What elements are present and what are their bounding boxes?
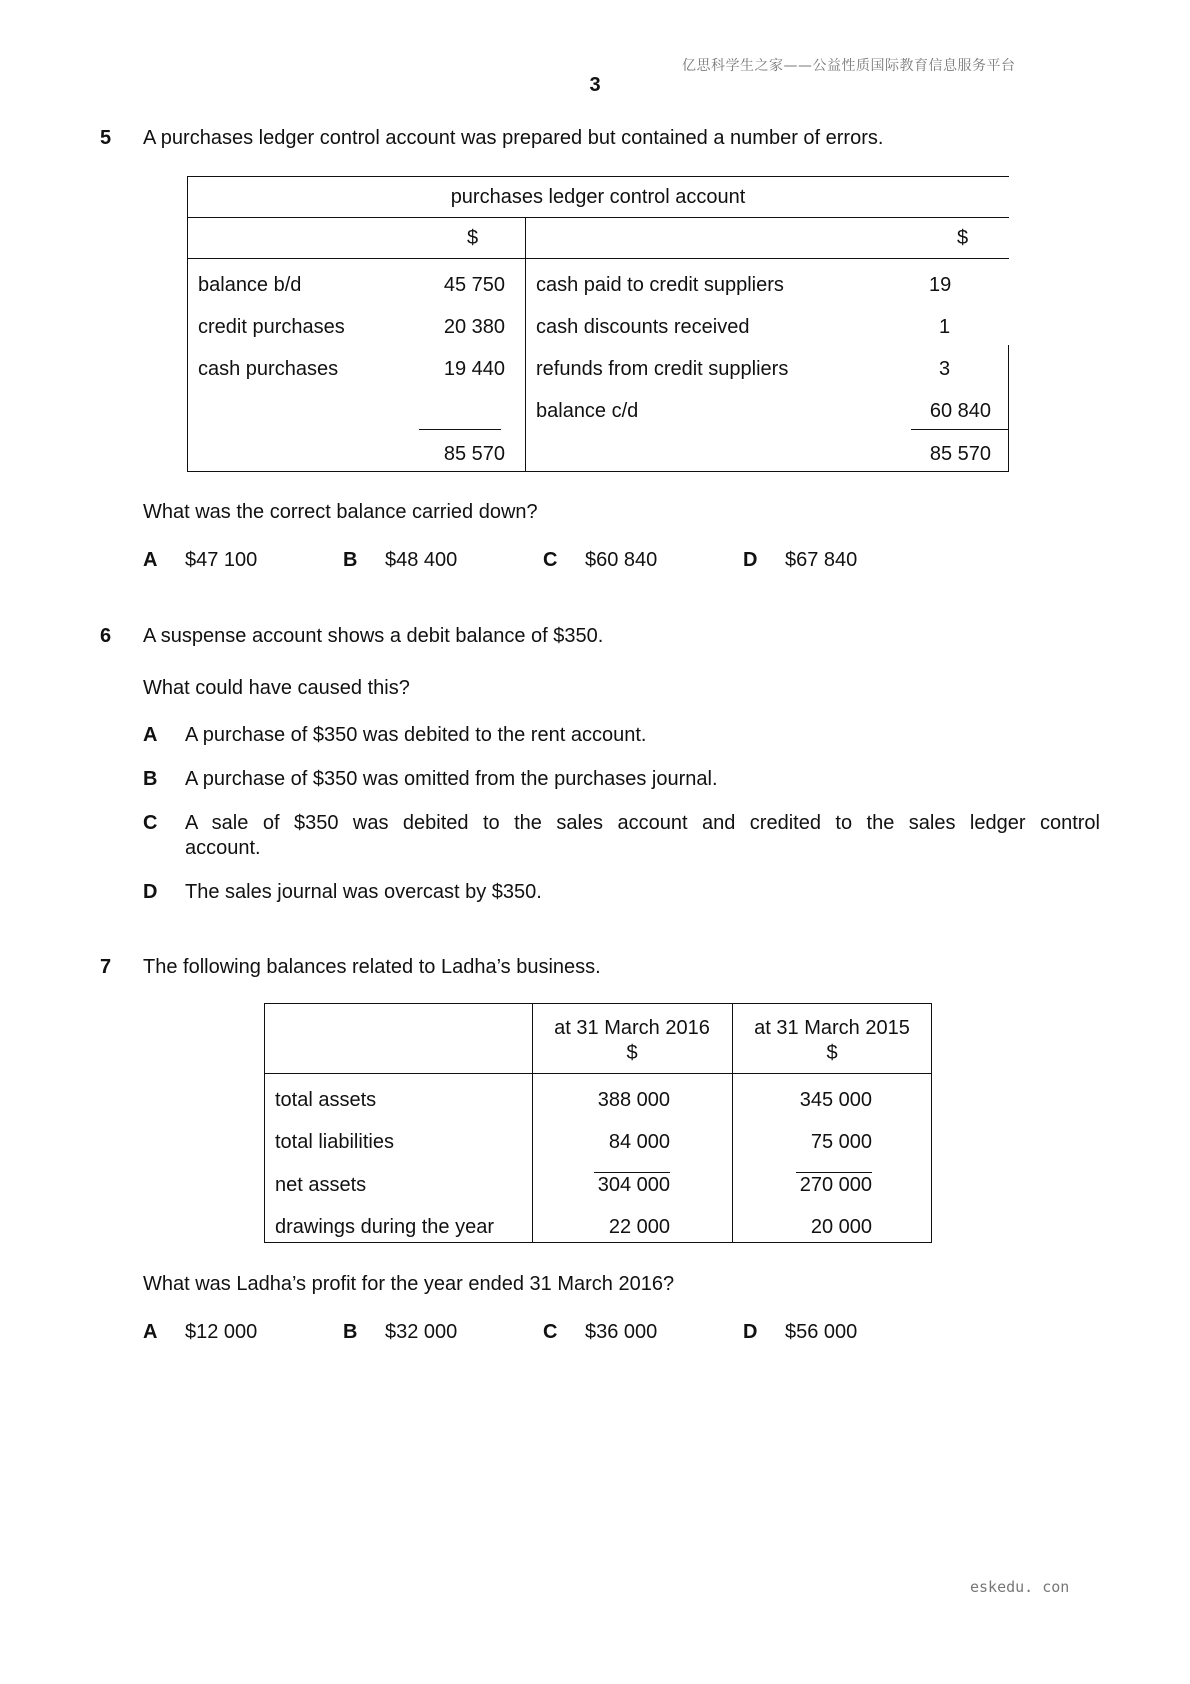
option-letter: D (143, 881, 158, 903)
question-text: What was Ladha’s profit for the year ended 31 March 2016? (143, 1273, 675, 1295)
option-text: $60 840 (585, 549, 658, 571)
ledger-title: purchases ledger control account (450, 186, 746, 208)
footer-site-text: eskedu. con (970, 1578, 1070, 1596)
option-text: $12 000 (185, 1321, 258, 1343)
question-stem: A suspense account shows a debit balance of $350. (143, 625, 604, 647)
ledger-debit-label: credit purchases (198, 316, 345, 338)
value-2016: 388 000 (597, 1089, 670, 1111)
option-letter: A (143, 549, 158, 571)
option-letter: D (743, 549, 758, 571)
value-2015: 20 000 (810, 1216, 872, 1238)
value-2016: 22 000 (608, 1216, 670, 1238)
ledger-credit-amount: 19 (929, 274, 952, 296)
ledger-table (187, 176, 1009, 472)
question-number: 5 (100, 127, 112, 149)
column-header: at 31 March 2015 (754, 1017, 910, 1039)
ledger-credit-total: 85 570 (929, 443, 991, 465)
question-text: What was the correct balance carried down? (143, 501, 538, 523)
ledger-debit-amount: 19 440 (443, 358, 505, 380)
question-stem: A purchases ledger control account was prepared but contained a number of errors. (143, 127, 884, 149)
question-stem: The following balances related to Ladha’s business. (143, 956, 601, 978)
ledger-credit-label: balance c/d (536, 400, 639, 422)
option-letter: B (343, 549, 358, 571)
ledger-debit-total: 85 570 (443, 443, 505, 465)
option-letter: B (343, 1321, 358, 1343)
ledger-currency-credit: $ (957, 227, 969, 249)
row-label: total liabilities (275, 1131, 394, 1153)
ledger-debit-label: cash purchases (198, 358, 339, 380)
watermark-text: 亿思科学生之家——公益性质国际教育信息服务平台 (682, 58, 1016, 74)
ledger-debit-amount: 20 380 (443, 316, 505, 338)
column-currency: $ (826, 1042, 838, 1064)
ledger-currency-debit: $ (467, 227, 479, 249)
column-header: at 31 March 2016 (554, 1017, 710, 1039)
value-2015: 270 000 (799, 1174, 872, 1196)
value-2016: 304 000 (597, 1174, 670, 1196)
page-number: 3 (589, 74, 601, 96)
option-text: $56 000 (785, 1321, 858, 1343)
option-letter: C (543, 549, 558, 571)
ledger-credit-amount: 60 840 (929, 400, 991, 422)
option-text: $36 000 (585, 1321, 658, 1343)
option-letter: C (543, 1321, 558, 1343)
row-label: net assets (275, 1174, 367, 1196)
ledger-credit-amount: 3 (939, 358, 951, 380)
option-letter: D (743, 1321, 758, 1343)
ledger-credit-label: cash paid to credit suppliers (536, 274, 784, 296)
option-text: $48 400 (385, 549, 458, 571)
option-text: A purchase of $350 was debited to the rent account. (185, 724, 647, 746)
value-2015: 345 000 (799, 1089, 872, 1111)
option-text: $67 840 (785, 549, 858, 571)
option-text: The sales journal was overcast by $350. (185, 881, 542, 903)
ledger-credit-label: cash discounts received (536, 316, 750, 338)
option-letter: A (143, 1321, 158, 1343)
option-text: A sale of $350 was debited to the sales account and credited to the sales ledger control (185, 812, 1100, 834)
ledger-credit-amount: 1 (939, 316, 951, 338)
column-currency: $ (626, 1042, 638, 1064)
question-number: 6 (100, 625, 112, 647)
option-letter: B (143, 768, 158, 790)
option-text-continued: account. (185, 837, 261, 859)
value-2015: 75 000 (810, 1131, 872, 1153)
balances-table (264, 1003, 932, 1243)
ledger-credit-label: refunds from credit suppliers (536, 358, 789, 380)
question-text: What could have caused this? (143, 677, 410, 699)
option-text: $47 100 (185, 549, 258, 571)
option-letter: A (143, 724, 158, 746)
option-letter: C (143, 812, 158, 834)
row-label: drawings during the year (275, 1216, 495, 1238)
value-2016: 84 000 (608, 1131, 670, 1153)
question-number: 7 (100, 956, 112, 978)
ledger-debit-amount: 45 750 (443, 274, 505, 296)
ledger-debit-label: balance b/d (198, 274, 302, 296)
option-text: $32 000 (385, 1321, 458, 1343)
option-text: A purchase of $350 was omitted from the purchases journal. (185, 768, 718, 790)
row-label: total assets (275, 1089, 377, 1111)
